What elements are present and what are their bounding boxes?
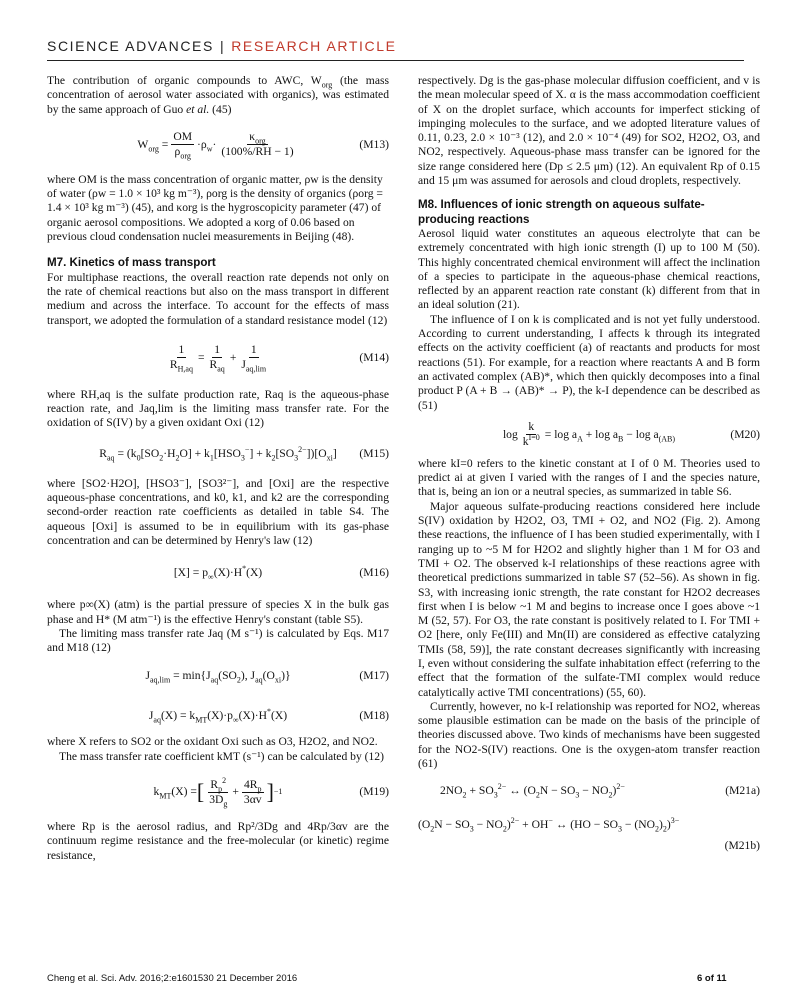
equation-m21b: $(O_2N - SO_3 - NO_2)^{2-} + OH^-$ ↔ $(HO - SO_3 - (NO_2)_2)^{3-}$ [418, 816, 680, 834]
left-column [47, 74, 389, 863]
equation-m21a: $2NO_2 + SO_3^{2-}$ ↔ $(O_2N - SO_3 - NO_2)^{2-}$ (M21a) [440, 782, 760, 800]
paragraph: respectively. Dg is the gas-phase molecular diffusion coefficient, and v is the mean molecular speed of X. α is the mass accommodation coefficient of X on the droplet surface, which accounts for imperfect sticking of impinging molecules to the surface, and we adopted literature values of 0.11, 0.23, 2.0 × 10⁻³ (12), and 2.0 × 10⁻⁴ (49) for SO2, H2O2, O3, and NO2, respectively. Aqueous-phase mass transfer can be ignored for the size range considered here (Dp ≤ 2.5 μm) (12). An equivalent Rp of 0.15 and 15 μm was assumed for aerosols and cloud droplets, respectively. [418, 74, 760, 188]
paragraph: Major aqueous sulfate-producing reactions considered here include S(IV) oxidation by H2O2, O3, TMI + O2, and NO2 (Fig. 2). Among these reactions, the influence of I has been studied experimentally, with I ranging up to ~5 M for H2O2 and slightly higher than 1 M for O3 and TMI + O2. The observed k-I relationships of these reactions agree with theoretical predictions summarized in table S7 (52–56). As shown in fig. S3, with increasing ionic strength, the rate constant for H2O2 decreases first when I is below ~1 M and begins to increase once I goes above ~1 M (52, 57). For O3, the rate constant is positively related to I. For TMI + O2 [here, only Fe(III) and Mn(II) are considered as effective catalyzing TMIs (58, 59)], the rate constant decreases significantly with increasing I, even without considering the sulfate inhabitation effect (referring to the effect that the formation of the sulfate-TMI complex would reduce catalytically active TMI concentrations) (55, 60). [418, 499, 760, 699]
paragraph: where Rp is the aerosol radius, and Rp²/3Dg and 4Rp/3αv are the continuum regime resistance and the free-molecular (or kinetic) regime resistance, [47, 820, 389, 862]
equation-number: (M21b) [724, 839, 760, 853]
paragraph: The limiting mass transfer rate Jaq (M s⁻¹) is calculated by Eqs. M17 and M18 (12) [47, 626, 389, 655]
journal-name: SCIENCE ADVANCES [47, 38, 214, 54]
page-number: 6 of 11 [697, 973, 727, 984]
section-heading: M8. Influences of ionic strength on aqueous sulfate-producing reactions [418, 198, 705, 226]
paragraph: where kI=0 refers to the kinetic constant at I of 0 M. Theories used to predict ai at given I varied with the ranges of I and the species nature, that is, being an ion or a neutral species, as summarized in table S6. [418, 456, 760, 499]
paragraph: where p∞(X) (atm) is the partial pressure of species X in the bulk gas phase and H* (M atm⁻¹) is the effective Henry's constant (table S5). [47, 598, 389, 626]
header-rule [47, 60, 744, 61]
equation-m13: $W_{org}$ = $\frac{OM}{\rho_{org}}$ $\cdot\rho_w\cdot$ $\frac{\kappa_{org}}{(100\%/RH - 1)}$ (M13) [137, 130, 389, 161]
paragraph: The contribution of organic compounds to AWC, $W_{org}$ (the mass concentration of aerosol water associated with organics), was estimated by the same approach of Guo et al. (45) [47, 74, 389, 116]
equation-m20: log $\frac{k}{k^{I=0}}$ = $\log a_A + \log a_B - \log a_{(AB)}$ (M20) [502, 420, 760, 449]
paragraph: where RH,aq is the sulfate production rate, Raq is the aqueous-phase reaction rate, and Jaq,lim is the limiting mass transfer rate. For the oxidation of S(IV) by a given oxidant Oxi (12) [47, 387, 389, 430]
equation-m14: $\frac{1}{R_{H,aq}}$ = $\frac{1}{R_{aq}}$ + $\frac{1}{J_{aq,lim}}$ (M14) [169, 343, 389, 374]
paragraph: For multiphase reactions, the overall reaction rate depends not only on the rate of chemical reactions but also on the mass transport in different medium and across the interface. To account for the effects of mass transport, we adopted the formulation of a standard resistance model (12) [47, 270, 389, 327]
paragraph: where OM is the mass concentration of organic matter, ρw is the density of water (ρw = 1.0 × 10³ kg m⁻³), ρorg is the density of organics (ρorg = 1.4 × 10³ kg m⁻³) (45), and κorg is the hygroscopicity parameter (47) of organic aerosol compositions. We adopted a κorg of 0.06 based on previous cloud condensation nuclei measurements in Beijing (48). [47, 172, 383, 244]
section-label: RESEARCH ARTICLE [231, 38, 397, 54]
section-heading: M7. Kinetics of mass transport [47, 256, 216, 270]
paragraph: Aerosol liquid water constitutes an aqueous electrolyte that can be extremely concentrated with high ionic strength (I) up to 100 M (50). This highly concentrated chemical environment will affect the inclination of a species to participate in the aqueous-phase chemical reactions, reflected by an apparent reaction rate constant (k) different from that in an ideal solution (21). [418, 226, 760, 312]
paragraph: The mass transfer rate coefficient kMT (s⁻¹) can be calculated by (12) [59, 749, 384, 763]
equation-m19: $k_{MT}(X)$ = [ $\frac{R_p^2}{3D_g}$ + $\frac{4R_p}{3\alpha v}$ ] −1 (M19) [153, 775, 389, 808]
footer-citation: Cheng et al. Sci. Adv. 2016;2:e1601530 21 December 2016 [47, 973, 298, 984]
equation-m16: $[X] = p_\infty(X)\cdot H^*(X)$ (M16) [173, 564, 389, 582]
equation-m15: $R_{aq} = (k_0[SO_2\cdot H_2O] + k_1[HSO_3^-] + k_2[SO_3^{2-}])[O_{xi}]$ (M15) [99, 444, 389, 462]
equation-m17: $J_{aq,lim} = \min\{J_{aq}(SO_2)$, $J_{aq}(O_{xi})$} (M17) [145, 669, 389, 685]
header-separator: | [219, 38, 226, 54]
paragraph: The influence of I on k is complicated and is not yet fully understood. According to current understanding, I affects k through its integrated effects on the activity coefficient (a) of reactants and products for most reactions (51). For example, for a reaction where reactants A and B form an activated complex (AB)*, which then quickly decomposes into a final product P (A + B → (AB)* → P), the k-I dependence can be described as (51) [418, 312, 760, 412]
paragraph: where X refers to SO2 or the oxidant Oxi such as O3, H2O2, and NO2. [47, 735, 378, 749]
paragraph: where [SO2·H2O], [HSO3⁻], [SO3²⁻], and [Oxi] are the respective aqueous-phase concentrations, and k0, k1, and k2 are the corresponding second-order reaction rate coefficients as detailed in table S4. The aqueous [Oxi] is assumed to be in equilibrium with its gas-phase concentration and can be determined by Henry's law (12) [47, 476, 389, 547]
equation-m18: $J_{aq}(X) = k_{MT}(X)\cdot p_\infty(X)\cdot H^*(X)$ (M18) [148, 707, 389, 725]
right-column [418, 74, 760, 854]
paragraph: Currently, however, no k-I relationship was reported for NO2, whereas some plausible estimation can be made on the basis of the principle of theories discussed above. Two kinds of mechanisms have been suggested for the NO2-S(IV) reactions. One is the oxygen-atom transfer reaction (61) [418, 699, 760, 771]
running-header [47, 38, 747, 54]
